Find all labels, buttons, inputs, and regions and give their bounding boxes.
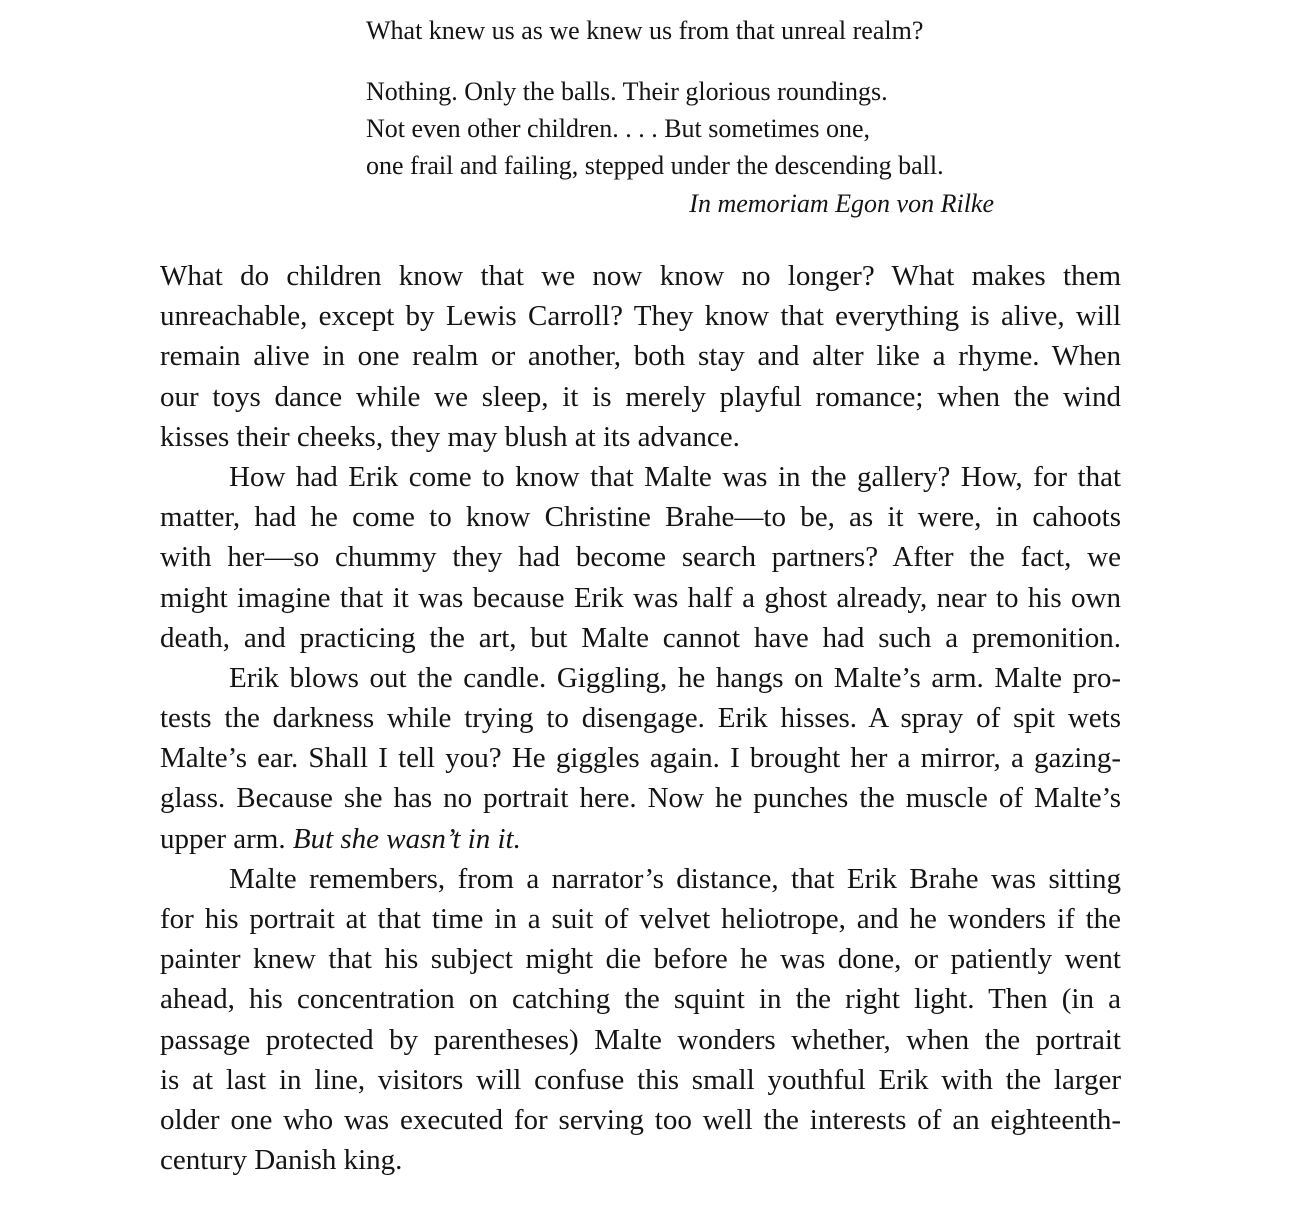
prose-line: tests the darkness while trying to disengage. Erik hisses. A spray of spit wets xyxy=(160,702,1121,735)
prose-line: Malte’s ear. Shall I tell you? He giggles again. I brought her a mirror, a gazing- xyxy=(160,742,1121,775)
prose-line: Erik blows out the candle. Giggling, he hangs on Malte’s arm. Malte pro- xyxy=(229,661,1121,694)
prose-line: What do children know that we now know no longer? What makes them xyxy=(160,260,1121,292)
prose-text: upper arm. xyxy=(160,822,293,855)
verse-line: one frail and failing, stepped under the descending ball. xyxy=(366,151,944,180)
prose-line: kisses their cheeks, they may blush at its advance. xyxy=(160,420,740,453)
prose-line: unreachable, except by Lewis Carroll? They know that everything is alive, will xyxy=(160,300,1121,333)
verse-attribution: In memoriam Egon von Rilke xyxy=(689,189,994,218)
verse-stanza xyxy=(366,73,1066,184)
prose-line: painter knew that his subject might die before he was done, or patiently went xyxy=(160,943,1121,976)
prose-line: matter, had he come to know Christine Brahe—to be, as it were, in cahoots xyxy=(160,501,1121,534)
italic-quote: But she wasn’t in it. xyxy=(292,822,521,855)
verse-opening xyxy=(366,12,1066,49)
verse-line: Nothing. Only the balls. Their glorious roundings. xyxy=(366,77,888,106)
prose-line: death, and practicing the art, but Malte cannot have had such a premonition. xyxy=(160,621,1121,654)
prose-body xyxy=(160,256,1121,1180)
prose-line: remain alive in one realm or another, both stay and alter like a rhyme. When xyxy=(160,340,1121,373)
prose-line: How had Erik come to know that Malte was in the gallery? How, for that xyxy=(229,460,1121,493)
prose-line: century Danish king. xyxy=(160,1144,403,1177)
prose-line: might imagine that it was because Erik was half a ghost already, near to his own xyxy=(160,581,1121,614)
verse-line: Not even other children. . . . But sometimes one, xyxy=(366,114,871,143)
prose-line: our toys dance while we sleep, it is merely playful romance; when the wind xyxy=(160,380,1121,413)
verse-line: What knew us as we knew us from that unreal realm? xyxy=(366,16,924,45)
prose-line: ahead, his concentration on catching the squint in the right light. Then (in a xyxy=(160,983,1121,1016)
prose-line: older one who was executed for serving too well the interests of an eighteenth- xyxy=(160,1103,1121,1136)
prose-line: Malte remembers, from a narrator’s distance, that Erik Brahe was sitting xyxy=(229,862,1121,895)
prose-line: passage protected by parentheses) Malte wonders whether, when the portrait xyxy=(160,1023,1121,1056)
prose-line: for his portrait at that time in a suit of velvet heliotrope, and he wonders if the xyxy=(160,903,1121,935)
prose-line: is at last in line, visitors will confuse this small youthful Erik with the larger xyxy=(160,1063,1121,1096)
prose-line: glass. Because she has no portrait here. Now he punches the muscle of Malte’s xyxy=(160,782,1121,815)
prose-line: with her—so chummy they had become search partners? After the fact, we xyxy=(160,541,1121,574)
prose-line xyxy=(160,819,1121,859)
